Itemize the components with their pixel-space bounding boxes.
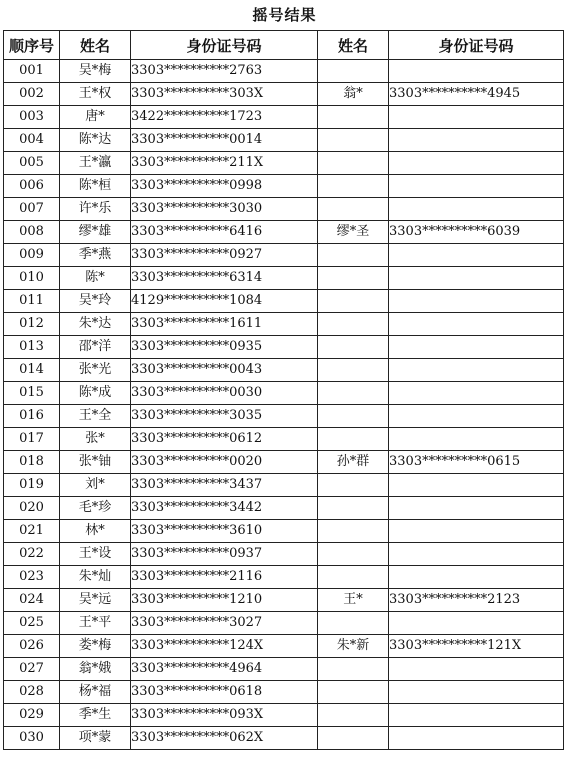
header-seq: 顺序号 bbox=[4, 31, 60, 60]
header-id-1: 身份证号码 bbox=[131, 31, 318, 60]
cell-name-2: 缪*圣 bbox=[318, 221, 389, 244]
cell-name-1: 王*瀛 bbox=[60, 152, 131, 175]
cell-id-1: 3303**********0927 bbox=[131, 244, 318, 267]
cell-name-1: 杨*福 bbox=[60, 681, 131, 704]
cell-name-1: 张*铀 bbox=[60, 451, 131, 474]
cell-id-2 bbox=[389, 152, 564, 175]
table-row bbox=[4, 405, 564, 428]
cell-id-1: 3303**********3610 bbox=[131, 520, 318, 543]
table-row bbox=[4, 451, 564, 474]
table-body bbox=[4, 60, 564, 750]
cell-seq: 005 bbox=[4, 152, 60, 175]
cell-seq: 029 bbox=[4, 704, 60, 727]
cell-id-2 bbox=[389, 267, 564, 290]
cell-seq: 022 bbox=[4, 543, 60, 566]
cell-name-2 bbox=[318, 175, 389, 198]
cell-id-2 bbox=[389, 543, 564, 566]
table-row bbox=[4, 83, 564, 106]
cell-id-2 bbox=[389, 681, 564, 704]
cell-id-2: 3303**********2123 bbox=[389, 589, 564, 612]
cell-name-2: 翁* bbox=[318, 83, 389, 106]
cell-id-2 bbox=[389, 497, 564, 520]
cell-id-1: 3303**********0998 bbox=[131, 175, 318, 198]
cell-name-2 bbox=[318, 497, 389, 520]
cell-name-2 bbox=[318, 405, 389, 428]
cell-id-2 bbox=[389, 313, 564, 336]
table-row bbox=[4, 244, 564, 267]
cell-id-2: 3303**********6039 bbox=[389, 221, 564, 244]
table-row bbox=[4, 129, 564, 152]
cell-id-1: 3303**********3442 bbox=[131, 497, 318, 520]
cell-id-1: 3303**********3030 bbox=[131, 198, 318, 221]
cell-seq: 023 bbox=[4, 566, 60, 589]
cell-id-2 bbox=[389, 612, 564, 635]
cell-name-1: 王*权 bbox=[60, 83, 131, 106]
cell-seq: 011 bbox=[4, 290, 60, 313]
table-row bbox=[4, 313, 564, 336]
table-row bbox=[4, 727, 564, 750]
table-row bbox=[4, 635, 564, 658]
cell-name-1: 翁*娥 bbox=[60, 658, 131, 681]
table-row bbox=[4, 612, 564, 635]
cell-name-2 bbox=[318, 681, 389, 704]
cell-id-1: 3303**********6416 bbox=[131, 221, 318, 244]
cell-seq: 001 bbox=[4, 60, 60, 83]
cell-name-2: 孙*群 bbox=[318, 451, 389, 474]
cell-name-1: 季*燕 bbox=[60, 244, 131, 267]
table-row bbox=[4, 221, 564, 244]
cell-name-1: 唐* bbox=[60, 106, 131, 129]
cell-name-1: 陈*达 bbox=[60, 129, 131, 152]
cell-seq: 021 bbox=[4, 520, 60, 543]
cell-name-2: 王* bbox=[318, 589, 389, 612]
cell-id-1: 3303**********1611 bbox=[131, 313, 318, 336]
table-row bbox=[4, 543, 564, 566]
cell-id-1: 3303**********211X bbox=[131, 152, 318, 175]
cell-id-1: 3303**********0618 bbox=[131, 681, 318, 704]
cell-name-2 bbox=[318, 704, 389, 727]
cell-id-2 bbox=[389, 727, 564, 750]
cell-name-1: 毛*珍 bbox=[60, 497, 131, 520]
cell-id-2 bbox=[389, 290, 564, 313]
cell-id-1: 3303**********4964 bbox=[131, 658, 318, 681]
cell-seq: 015 bbox=[4, 382, 60, 405]
cell-id-2 bbox=[389, 198, 564, 221]
table-row bbox=[4, 60, 564, 83]
cell-seq: 014 bbox=[4, 359, 60, 382]
cell-id-1: 3303**********062X bbox=[131, 727, 318, 750]
table-row bbox=[4, 290, 564, 313]
cell-id-1: 3303**********0612 bbox=[131, 428, 318, 451]
table-row bbox=[4, 566, 564, 589]
cell-name-1: 项*蒙 bbox=[60, 727, 131, 750]
header-name-1: 姓名 bbox=[60, 31, 131, 60]
cell-seq: 026 bbox=[4, 635, 60, 658]
cell-id-1: 3303**********093X bbox=[131, 704, 318, 727]
cell-id-2: 3303**********121X bbox=[389, 635, 564, 658]
table-row bbox=[4, 106, 564, 129]
cell-name-2 bbox=[318, 313, 389, 336]
cell-id-1: 3303**********0030 bbox=[131, 382, 318, 405]
cell-name-2 bbox=[318, 658, 389, 681]
cell-name-2 bbox=[318, 152, 389, 175]
cell-id-2 bbox=[389, 336, 564, 359]
cell-name-2 bbox=[318, 566, 389, 589]
cell-id-2 bbox=[389, 520, 564, 543]
cell-name-1: 朱*灿 bbox=[60, 566, 131, 589]
table-row bbox=[4, 198, 564, 221]
cell-name-2 bbox=[318, 244, 389, 267]
cell-id-1: 3303**********2763 bbox=[131, 60, 318, 83]
cell-name-1: 张* bbox=[60, 428, 131, 451]
cell-name-2 bbox=[318, 727, 389, 750]
table-row bbox=[4, 336, 564, 359]
cell-name-1: 朱*达 bbox=[60, 313, 131, 336]
cell-id-1: 3303**********124X bbox=[131, 635, 318, 658]
cell-id-1: 4129**********1084 bbox=[131, 290, 318, 313]
cell-name-1: 王*全 bbox=[60, 405, 131, 428]
cell-name-2 bbox=[318, 428, 389, 451]
cell-id-2 bbox=[389, 405, 564, 428]
cell-seq: 020 bbox=[4, 497, 60, 520]
cell-name-1: 陈* bbox=[60, 267, 131, 290]
cell-name-2 bbox=[318, 267, 389, 290]
cell-seq: 007 bbox=[4, 198, 60, 221]
cell-name-2 bbox=[318, 290, 389, 313]
cell-seq: 027 bbox=[4, 658, 60, 681]
cell-name-1: 吴*远 bbox=[60, 589, 131, 612]
cell-id-2 bbox=[389, 60, 564, 83]
cell-id-2 bbox=[389, 704, 564, 727]
table-row bbox=[4, 359, 564, 382]
cell-id-1: 3303**********0020 bbox=[131, 451, 318, 474]
cell-name-1: 娄*梅 bbox=[60, 635, 131, 658]
cell-id-2 bbox=[389, 474, 564, 497]
cell-name-2 bbox=[318, 612, 389, 635]
cell-id-2: 3303**********0615 bbox=[389, 451, 564, 474]
cell-id-2 bbox=[389, 129, 564, 152]
table-row bbox=[4, 497, 564, 520]
cell-name-2: 朱*新 bbox=[318, 635, 389, 658]
table-row bbox=[4, 520, 564, 543]
cell-id-1: 3303**********0043 bbox=[131, 359, 318, 382]
cell-seq: 016 bbox=[4, 405, 60, 428]
cell-id-2 bbox=[389, 566, 564, 589]
cell-name-1: 陈*成 bbox=[60, 382, 131, 405]
cell-seq: 010 bbox=[4, 267, 60, 290]
cell-name-1: 缪*雄 bbox=[60, 221, 131, 244]
cell-id-2 bbox=[389, 106, 564, 129]
cell-seq: 024 bbox=[4, 589, 60, 612]
cell-name-2 bbox=[318, 543, 389, 566]
cell-id-1: 3422**********1723 bbox=[131, 106, 318, 129]
cell-id-1: 3303**********1210 bbox=[131, 589, 318, 612]
cell-seq: 008 bbox=[4, 221, 60, 244]
table-row bbox=[4, 267, 564, 290]
cell-seq: 028 bbox=[4, 681, 60, 704]
cell-seq: 009 bbox=[4, 244, 60, 267]
table-row bbox=[4, 658, 564, 681]
cell-id-1: 3303**********0014 bbox=[131, 129, 318, 152]
cell-id-2 bbox=[389, 428, 564, 451]
cell-id-2: 3303**********4945 bbox=[389, 83, 564, 106]
cell-id-1: 3303**********0935 bbox=[131, 336, 318, 359]
cell-name-1: 张*光 bbox=[60, 359, 131, 382]
cell-seq: 004 bbox=[4, 129, 60, 152]
cell-id-1: 3303**********303X bbox=[131, 83, 318, 106]
table-header-row bbox=[4, 31, 564, 60]
cell-id-2 bbox=[389, 359, 564, 382]
cell-seq: 025 bbox=[4, 612, 60, 635]
cell-seq: 002 bbox=[4, 83, 60, 106]
cell-id-2 bbox=[389, 175, 564, 198]
cell-id-1: 3303**********3437 bbox=[131, 474, 318, 497]
cell-seq: 030 bbox=[4, 727, 60, 750]
table-row bbox=[4, 175, 564, 198]
header-name-2: 姓名 bbox=[318, 31, 389, 60]
cell-seq: 012 bbox=[4, 313, 60, 336]
cell-id-1: 3303**********6314 bbox=[131, 267, 318, 290]
cell-name-1: 王*设 bbox=[60, 543, 131, 566]
cell-name-2 bbox=[318, 129, 389, 152]
cell-id-2 bbox=[389, 244, 564, 267]
cell-id-1: 3303**********3035 bbox=[131, 405, 318, 428]
table-row bbox=[4, 474, 564, 497]
cell-name-2 bbox=[318, 382, 389, 405]
cell-seq: 003 bbox=[4, 106, 60, 129]
cell-seq: 017 bbox=[4, 428, 60, 451]
cell-name-1: 王*平 bbox=[60, 612, 131, 635]
header-id-2: 身份证号码 bbox=[389, 31, 564, 60]
cell-name-2 bbox=[318, 60, 389, 83]
cell-seq: 013 bbox=[4, 336, 60, 359]
cell-name-2 bbox=[318, 106, 389, 129]
result-table bbox=[3, 30, 564, 750]
cell-id-2 bbox=[389, 382, 564, 405]
cell-id-1: 3303**********0937 bbox=[131, 543, 318, 566]
cell-name-2 bbox=[318, 336, 389, 359]
cell-name-1: 吴*玲 bbox=[60, 290, 131, 313]
cell-name-1: 陈*桓 bbox=[60, 175, 131, 198]
cell-name-1: 许*乐 bbox=[60, 198, 131, 221]
cell-name-1: 季*生 bbox=[60, 704, 131, 727]
table-row bbox=[4, 589, 564, 612]
page-title: 摇号结果 bbox=[252, 6, 317, 24]
table-row bbox=[4, 681, 564, 704]
cell-name-2 bbox=[318, 198, 389, 221]
cell-id-1: 3303**********3027 bbox=[131, 612, 318, 635]
cell-name-1: 邵*洋 bbox=[60, 336, 131, 359]
table-row bbox=[4, 428, 564, 451]
cell-seq: 018 bbox=[4, 451, 60, 474]
table-row bbox=[4, 382, 564, 405]
cell-name-1: 吴*梅 bbox=[60, 60, 131, 83]
table-row bbox=[4, 152, 564, 175]
cell-seq: 006 bbox=[4, 175, 60, 198]
cell-id-2 bbox=[389, 658, 564, 681]
cell-name-1: 刘* bbox=[60, 474, 131, 497]
cell-name-2 bbox=[318, 520, 389, 543]
cell-seq: 019 bbox=[4, 474, 60, 497]
table-row bbox=[4, 704, 564, 727]
cell-name-2 bbox=[318, 474, 389, 497]
cell-name-2 bbox=[318, 359, 389, 382]
cell-name-1: 林* bbox=[60, 520, 131, 543]
cell-id-1: 3303**********2116 bbox=[131, 566, 318, 589]
